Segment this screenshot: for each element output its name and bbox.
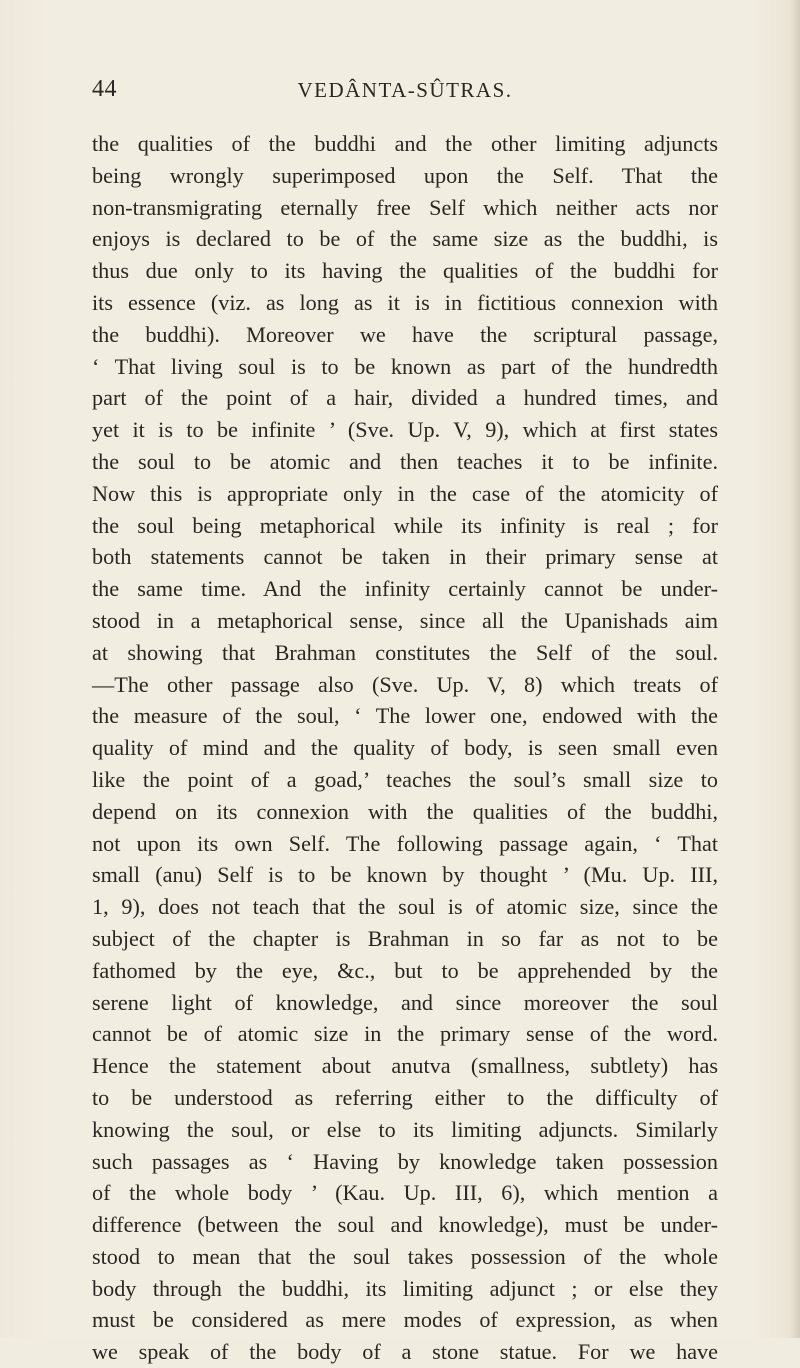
text-line: small (anu) Self is to be known by thought ’ (Mu. Up. III,	[92, 862, 718, 888]
text-line: Hence the statement about anutva (smallness, subtlety) has	[92, 1053, 718, 1079]
text-line: we speak of the body of a stone statue. For we have	[92, 1339, 718, 1365]
text-line: the soul to be atomic and then teaches it to be infinite.	[92, 448, 718, 474]
text-line: its essence (viz. as long as it is in fictitious connexion with	[92, 289, 718, 315]
text-line: the buddhi). Moreover we have the scriptural passage,	[92, 321, 718, 347]
text-line: being wrongly superimposed upon the Self. That the	[92, 162, 718, 188]
text-line: Now this is appropriate only in the case of the atomicity of	[92, 480, 718, 506]
text-line: stood in a metaphorical sense, since all the Upanishads aim	[92, 607, 718, 633]
text-line: quality of mind and the quality of body, is seen small even	[92, 735, 718, 761]
text-line: —The other passage also (Sve. Up. V, 8) which treats of	[92, 671, 718, 697]
text-line: part of the point of a hair, divided a hundred times, and	[92, 385, 718, 411]
text-line: the same time. And the infinity certainly cannot be under-	[92, 576, 718, 602]
text-line: not upon its own Self. The following passage again, ‘ That	[92, 830, 718, 856]
text-line: yet it is to be infinite ’ (Sve. Up. V, 9), which at first states	[92, 417, 718, 443]
text-line: non-transmigrating eternally free Self which neither acts nor	[92, 194, 718, 220]
text-line: stood to mean that the soul takes possession of the whole	[92, 1243, 718, 1269]
text-line: cannot be of atomic size in the primary sense of the word.	[92, 1021, 718, 1047]
text-line: depend on its connexion with the qualities of the buddhi,	[92, 798, 718, 824]
text-line: knowing the soul, or else to its limiting adjuncts. Similarly	[92, 1116, 718, 1142]
text-line: body through the buddhi, its limiting adjunct ; or else they	[92, 1275, 718, 1301]
running-head	[92, 76, 718, 106]
text-line: must be considered as mere modes of expression, as when	[92, 1307, 718, 1333]
text-line: like the point of a goad,’ teaches the soul’s small size to	[92, 766, 718, 792]
text-line: 1, 9), does not teach that the soul is of atomic size, since the	[92, 894, 718, 920]
body-text	[92, 128, 718, 1368]
text-line: subject of the chapter is Brahman in so far as not to be	[92, 925, 718, 951]
text-line: ‘ That living soul is to be known as part of the hundredth	[92, 353, 718, 379]
page-number: 44	[92, 76, 117, 102]
text-line: the soul being metaphorical while its infinity is real ; for	[92, 512, 718, 538]
text-line: of the whole body ’ (Kau. Up. III, 6), which mention a	[92, 1180, 718, 1206]
text-line: thus due only to its having the qualities of the buddhi for	[92, 258, 718, 284]
text-line: the measure of the soul, ‘ The lower one, endowed with the	[92, 703, 718, 729]
text-line: to be understood as referring either to the difficulty of	[92, 1084, 718, 1110]
text-line: fathomed by the eye, &c., but to be apprehended by the	[92, 957, 718, 983]
text-line: the qualities of the buddhi and the other limiting adjuncts	[92, 131, 718, 156]
text-line: both statements cannot be taken in their primary sense at	[92, 544, 718, 570]
text-line: serene light of knowledge, and since moreover the soul	[92, 989, 718, 1015]
text-line: difference (between the soul and knowledge), must be under-	[92, 1212, 718, 1238]
page-edge-shadow	[790, 0, 800, 1338]
text-line: enjoys is declared to be of the same size as the buddhi, is	[92, 226, 718, 252]
text-line: at showing that Brahman constitutes the Self of the soul.	[92, 639, 718, 665]
text-line: such passages as ‘ Having by knowledge taken possession	[92, 1148, 718, 1174]
running-title: VEDÂNTA-SÛTRAS.	[297, 78, 513, 102]
